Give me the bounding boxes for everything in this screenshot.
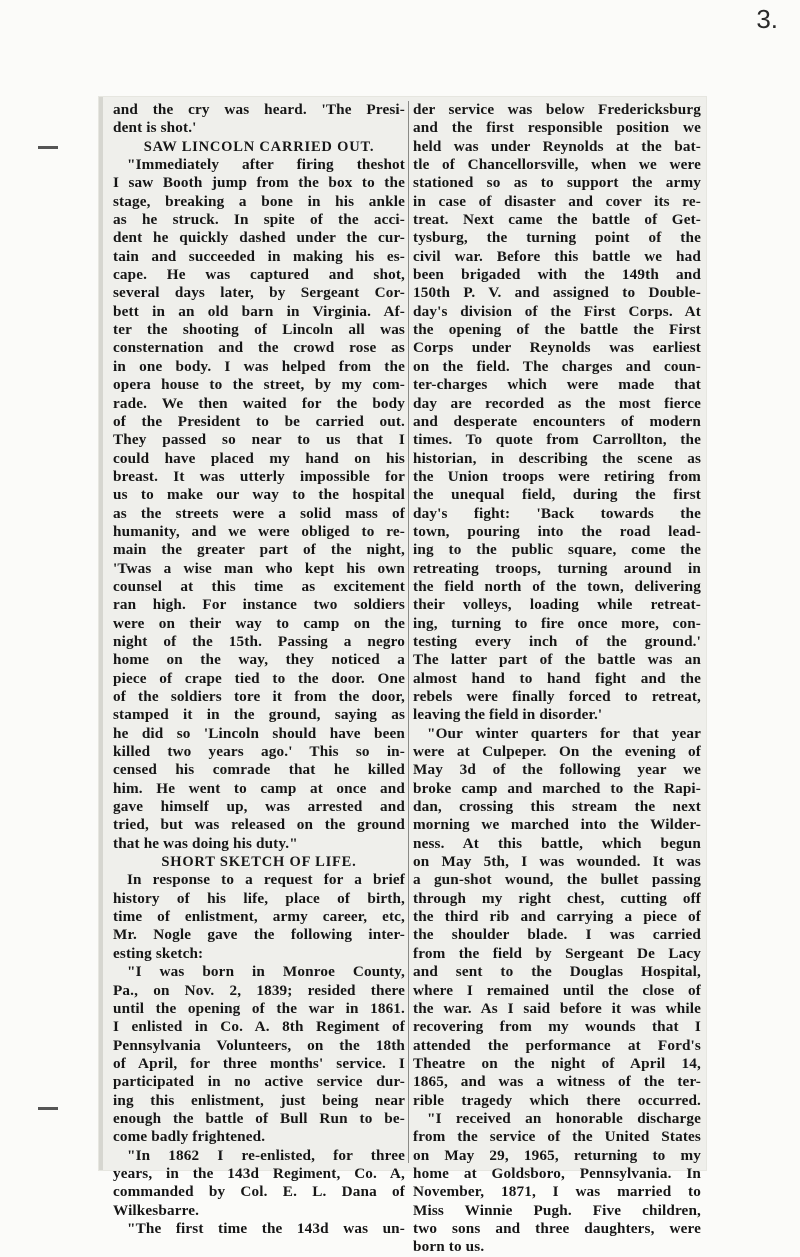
text-line: stationed so as to support the army: [413, 174, 701, 192]
text-line: main the greater part of the night,: [113, 541, 405, 559]
text-line: ness. At this battle, which begun: [413, 834, 701, 852]
text-line: May 3d of the following year we: [413, 761, 701, 779]
text-line: rebels were finally forced to retreat,: [413, 688, 701, 705]
text-line: as the streets were a solid mass of: [113, 504, 405, 522]
text-line: the third rib and carrying a piece of: [413, 908, 701, 926]
text-line: civil war. Before this battle we had: [413, 247, 701, 265]
text-line: and desperate encounters of modern: [413, 412, 701, 430]
text-line: that he was doing his duty.": [113, 834, 298, 852]
text-line: ter the shooting of Lincoln all was: [113, 321, 405, 339]
text-line: him. He went to camp at once and: [113, 779, 405, 797]
text-line: retreating troops, turning around in: [413, 559, 701, 577]
text-line: esting sketch:: [113, 944, 204, 962]
text-line: historian, in describing the scene as: [413, 449, 701, 467]
text-line: until the opening of the war in 1861.: [113, 999, 405, 1017]
text-line: held was under Reynolds at the bat-: [413, 137, 701, 155]
text-line: ing to the public square, come the: [413, 541, 701, 559]
text-line: the opening of the battle the First: [413, 321, 701, 339]
text-line: humanity, and we were obliged to re-: [113, 522, 405, 540]
text-line: the shoulder blade. I was carried: [413, 926, 701, 944]
text-line: breast. It was utterly impossible for: [113, 467, 405, 485]
text-line: testing every inch of the ground.': [413, 632, 701, 650]
text-line: 1865, and was a witness of the ter-: [413, 1073, 701, 1091]
text-line: "I received an honorable discharge: [427, 1109, 701, 1127]
text-line: almost hand to hand fight and the: [413, 669, 701, 687]
text-line: Pennsylvania Volunteers, on the 18th: [113, 1036, 405, 1054]
text-line: Wilkesbarre.: [113, 1201, 200, 1219]
section-heading: SAW LINCOLN CARRIED OUT.: [143, 138, 375, 155]
text-line: enough the battle of Bull Run to be-: [113, 1109, 405, 1127]
text-line: could have placed my hand on his: [113, 449, 405, 467]
text-line: Corps under Reynolds was earliest: [413, 339, 701, 357]
text-line: home at Goldsboro, Pennsylvania. In: [413, 1164, 701, 1182]
text-line: and sent to the Douglas Hospital,: [413, 963, 701, 981]
right-column: [413, 101, 701, 1257]
text-line: the unequal field, during the first: [413, 486, 701, 504]
text-line: ing this enlistment, just being near: [113, 1091, 405, 1109]
text-line: ran high. For instance two soldiers: [113, 596, 405, 614]
text-line: of April, for three months' service. I: [113, 1054, 405, 1072]
text-line: of the President to be carried out.: [113, 412, 405, 430]
text-line: Mr. Nogle gave the following inter-: [113, 926, 405, 944]
text-line: "In 1862 I re-enlisted, for three: [127, 1146, 405, 1164]
text-line: treat. Next came the battle of Get-: [413, 211, 701, 229]
text-line: the war. As I said before it was while: [413, 999, 701, 1017]
text-line: Miss Winnie Pugh. Five children,: [413, 1201, 701, 1219]
text-line: bett in an old barn in Virginia. Af-: [113, 302, 405, 320]
text-line: killed two years ago.' This so in-: [113, 743, 405, 761]
text-line: cape. He was captured and shot,: [113, 266, 405, 284]
text-line: years, in the 143d Regiment, Co. A,: [113, 1164, 405, 1182]
text-line: consternation and the crowd rose as: [113, 339, 405, 357]
text-line: counsel at this time as excitement: [113, 577, 405, 595]
text-line: a gun-shot wound, the bullet passing: [413, 871, 701, 889]
text-line: history of his life, place of birth,: [113, 889, 405, 907]
text-line: on May 5th, I was wounded. It was: [413, 853, 701, 871]
text-line: were at Culpeper. On the evening of: [413, 743, 701, 761]
text-line: ing, turning to fire once more, con-: [413, 614, 701, 632]
text-line: November, 1871, I was married to: [413, 1183, 701, 1201]
text-line: two sons and three daughters, were: [413, 1219, 701, 1237]
text-line: and the first responsible position we: [413, 119, 701, 137]
text-line: morning we marched into the Wilder-: [413, 816, 701, 834]
text-line: dent he quickly dashed under the cur-: [113, 229, 405, 247]
text-line: day are recorded as the most fierce: [413, 394, 701, 412]
text-line: us to make our way to the hospital: [113, 486, 405, 504]
text-line: and the cry was heard. 'The Presi-: [113, 101, 405, 118]
text-line: 150th P. V. and assigned to Double-: [413, 284, 701, 302]
text-line: attended the performance at Ford's: [413, 1036, 701, 1054]
text-line: several days later, by Sergeant Cor-: [113, 284, 405, 302]
text-line: time of enlistment, army career, etc,: [113, 908, 405, 926]
text-line: town, pouring into the road lead-: [413, 522, 701, 540]
text-line: ter-charges which were made that: [413, 376, 701, 394]
text-line: home on the way, they noticed a: [113, 651, 405, 669]
column-divider: [408, 101, 409, 1163]
text-line: on May 29, 1965, returning to my: [413, 1146, 701, 1164]
text-line: been brigaded with the 149th and: [413, 266, 701, 284]
text-line: their volleys, loading while retreat-: [413, 596, 701, 614]
text-line: tried, but was released on the ground: [113, 816, 405, 834]
text-line: through my right chest, cutting off: [413, 889, 701, 907]
text-line: tle of Chancellorsville, when we were: [413, 156, 701, 174]
text-line: "The first time the 143d was un-: [127, 1219, 405, 1237]
text-line: in case of disaster and cover its re-: [413, 192, 701, 210]
text-line: born to us.: [413, 1238, 485, 1256]
text-line: tysburg, the turning point of the: [413, 229, 701, 247]
text-line: participated in no active service dur-: [113, 1073, 405, 1091]
text-line: from the service of the United States: [413, 1128, 701, 1146]
section-heading: SHORT SKETCH OF LIFE.: [161, 854, 357, 871]
text-line: tain and succeeded in making his es-: [113, 247, 405, 265]
text-line: commanded by Col. E. L. Dana of: [113, 1183, 405, 1201]
text-line: the Union troops were retiring from: [413, 467, 701, 485]
text-line: rible tragedy which there occurred.: [413, 1091, 701, 1109]
text-line: I saw Booth jump from the box to the: [113, 174, 405, 192]
text-line: come badly frightened.: [113, 1128, 266, 1146]
text-line: Pa., on Nov. 2, 1839; resided there: [113, 981, 405, 999]
text-line: I enlisted in Co. A. 8th Regiment of: [113, 1018, 405, 1036]
text-line: he did so 'Lincoln should have been: [113, 724, 405, 742]
text-line: of the soldiers tore it from the door,: [113, 688, 405, 705]
text-line: times. To quote from Carrollton, the: [413, 431, 701, 449]
text-line: dan, crossing this stream the next: [413, 798, 701, 816]
text-line: Theatre on the night of April 14,: [413, 1054, 701, 1072]
text-line: in one body. I was helped from the: [113, 357, 405, 375]
text-line: rade. We then waited for the body: [113, 394, 405, 412]
newspaper-clipping: [99, 97, 706, 1256]
text-line: "Immediately after firing theshot: [127, 156, 405, 174]
text-line: piece of crape tied to the door. One: [113, 669, 405, 687]
left-column: [113, 101, 405, 1238]
text-line: "I was born in Monroe County,: [127, 963, 405, 981]
margin-mark: [38, 146, 58, 149]
page-number: 3.: [756, 4, 778, 34]
text-line: as he struck. In spite of the acci-: [113, 211, 405, 229]
text-line: were on their way to camp on the: [113, 614, 405, 632]
text-line: dent is shot.': [113, 119, 197, 137]
text-line: censed his comrade that he killed: [113, 761, 405, 779]
text-line: from the field by Sergeant De Lacy: [413, 944, 701, 962]
text-line: "Our winter quarters for that year: [427, 724, 701, 742]
text-line: recovering from my wounds that I: [413, 1018, 701, 1036]
text-line: on the field. The charges and coun-: [413, 357, 701, 375]
text-line: leaving the field in disorder.': [413, 706, 603, 724]
text-line: night of the 15th. Passing a negro: [113, 632, 405, 650]
text-line: der service was below Fredericksburg: [413, 101, 701, 118]
text-line: broke camp and marched to the Rapi-: [413, 779, 701, 797]
text-line: gave himself up, was arrested and: [113, 798, 405, 816]
text-line: day's fight: 'Back towards the: [413, 504, 701, 522]
text-line: the field north of the town, delivering: [413, 577, 701, 595]
text-line: In response to a request for a brief: [127, 871, 405, 889]
text-line: stamped it in the ground, saying as: [113, 706, 405, 724]
text-line: stage, breaking a bone in his ankle: [113, 192, 405, 210]
text-line: The latter part of the battle was an: [413, 651, 701, 669]
margin-mark: [38, 1107, 58, 1110]
text-line: 'Twas a wise man who kept his own: [113, 559, 405, 577]
text-line: day's division of the First Corps. At: [413, 302, 701, 320]
text-line: They passed so near to us that I: [113, 431, 405, 449]
text-line: where I remained until the close of: [413, 981, 701, 999]
text-line: opera house to the street, by my com-: [113, 376, 405, 394]
